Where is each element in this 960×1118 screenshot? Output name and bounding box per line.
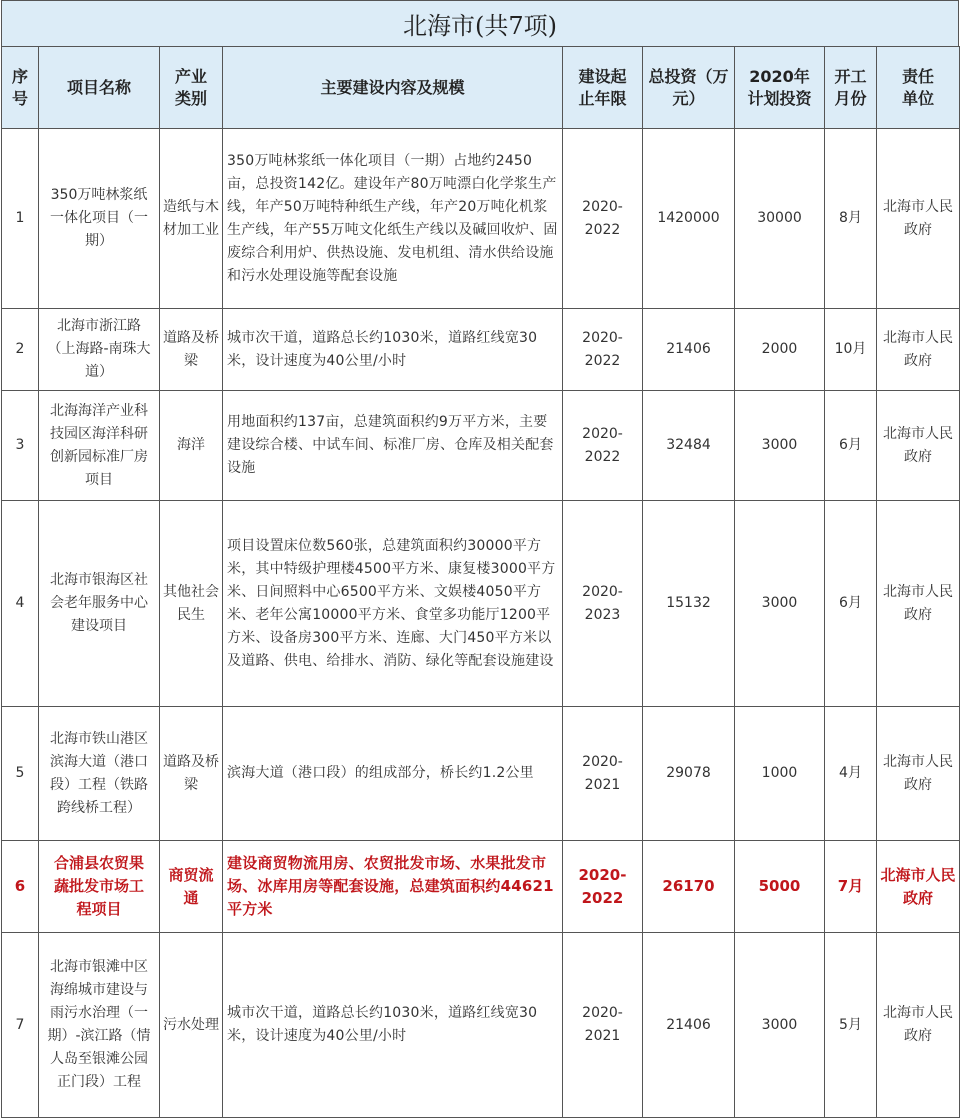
table-row: [2, 391, 960, 501]
project-table: [1, 46, 960, 1118]
cell-unit: 北海市人民政府: [877, 707, 960, 841]
cell-name: 北海市铁山港区滨海大道（港口段）工程（铁路跨线桥工程）: [39, 707, 160, 841]
header-content: 主要建设内容及规模: [223, 47, 563, 129]
cell-period: 2020-2022: [563, 309, 643, 391]
cell-name: 350万吨林浆纸一体化项目（一期）: [39, 129, 160, 309]
cell-invest: 26170: [643, 841, 735, 933]
cell-name: 北海市银滩中区海绵城市建设与雨污水治理（一期）-滨江路（情人岛至银滩公园正门段）工程: [39, 933, 160, 1118]
cell-type: 海洋: [160, 391, 223, 501]
cell-unit: 北海市人民政府: [877, 501, 960, 707]
cell-invest: 29078: [643, 707, 735, 841]
cell-invest: 15132: [643, 501, 735, 707]
cell-month: 6月: [825, 501, 877, 707]
cell-seq: 5: [2, 707, 39, 841]
cell-content: 项目设置床位数560张，总建筑面积约30000平方米，其中特级护理楼4500平方米、康复楼3000平方米、日间照料中心6500平方米、文娱楼4050平方米、老年公寓10000平方米、食堂多功能厅1200平方米、设备房300平方米、连廊、大门450平方米以及道路、供电、给排水、消防、绿化等配套设施建设: [223, 501, 563, 707]
header-type: 产业类别: [160, 47, 223, 129]
cell-type: 造纸与木材加工业: [160, 129, 223, 309]
cell-plan: 30000: [735, 129, 825, 309]
cell-unit: 北海市人民政府: [877, 933, 960, 1118]
header-period: 建设起止年限: [563, 47, 643, 129]
cell-invest: 21406: [643, 933, 735, 1118]
cell-seq: 3: [2, 391, 39, 501]
cell-period: 2020-2021: [563, 707, 643, 841]
cell-name: 北海市浙江路（上海路-南珠大道）: [39, 309, 160, 391]
cell-name: 北海市银海区社会老年服务中心建设项目: [39, 501, 160, 707]
cell-unit: 北海市人民政府: [877, 841, 960, 933]
table-row: [2, 707, 960, 841]
cell-name: 北海海洋产业科技园区海洋科研创新园标准厂房项目: [39, 391, 160, 501]
header-row: [2, 47, 960, 129]
cell-period: 2020-2022: [563, 841, 643, 933]
header-seq: 序号: [2, 47, 39, 129]
table-title: 北海市(共7项): [1, 0, 959, 46]
cell-content: 滨海大道（港口段）的组成部分，桥长约1.2公里: [223, 707, 563, 841]
cell-plan: 3000: [735, 391, 825, 501]
cell-content: 用地面积约137亩，总建筑面积约9万平方米，主要建设综合楼、中试车间、标准厂房、仓库及相关配套设施: [223, 391, 563, 501]
header-unit: 责任单位: [877, 47, 960, 129]
cell-plan: 2000: [735, 309, 825, 391]
cell-seq: 7: [2, 933, 39, 1118]
header-plan: 2020年计划投资: [735, 47, 825, 129]
table-row: [2, 501, 960, 707]
header-month: 开工月份: [825, 47, 877, 129]
header-name: 项目名称: [39, 47, 160, 129]
cell-period: 2020-2022: [563, 129, 643, 309]
cell-period: 2020-2022: [563, 391, 643, 501]
cell-plan: 1000: [735, 707, 825, 841]
cell-period: 2020-2023: [563, 501, 643, 707]
cell-seq: 4: [2, 501, 39, 707]
cell-content: 城市次干道，道路总长约1030米，道路红线宽30米，设计速度为40公里/小时: [223, 309, 563, 391]
table-row: [2, 933, 960, 1118]
cell-type: 其他社会民生: [160, 501, 223, 707]
cell-content: 建设商贸物流用房、农贸批发市场、水果批发市场、冰库用房等配套设施，总建筑面积约44621平方米: [223, 841, 563, 933]
table-row: [2, 129, 960, 309]
cell-seq: 2: [2, 309, 39, 391]
cell-month: 5月: [825, 933, 877, 1118]
cell-month: 7月: [825, 841, 877, 933]
table-row: [2, 309, 960, 391]
cell-unit: 北海市人民政府: [877, 391, 960, 501]
cell-month: 10月: [825, 309, 877, 391]
cell-month: 6月: [825, 391, 877, 501]
cell-month: 8月: [825, 129, 877, 309]
cell-plan: 5000: [735, 841, 825, 933]
cell-seq: 6: [2, 841, 39, 933]
cell-invest: 1420000: [643, 129, 735, 309]
cell-type: 道路及桥梁: [160, 309, 223, 391]
cell-name: 合浦县农贸果蔬批发市场工程项目: [39, 841, 160, 933]
cell-unit: 北海市人民政府: [877, 309, 960, 391]
cell-invest: 21406: [643, 309, 735, 391]
cell-plan: 3000: [735, 933, 825, 1118]
table-row-highlighted: [2, 841, 960, 933]
cell-plan: 3000: [735, 501, 825, 707]
cell-content: 350万吨林浆纸一体化项目（一期）占地约2450亩，总投资142亿。建设年产80万吨漂白化学浆生产线，年产50万吨特种纸生产线，年产20万吨化机浆生产线，年产55万吨文化纸生产线以及碱回收炉、固废综合利用炉、供热设施、发电机组、清水供给设施和污水处理设施等配套设施: [223, 129, 563, 309]
cell-content: 城市次干道，道路总长约1030米，道路红线宽30米，设计速度为40公里/小时: [223, 933, 563, 1118]
cell-seq: 1: [2, 129, 39, 309]
cell-month: 4月: [825, 707, 877, 841]
cell-type: 商贸流通: [160, 841, 223, 933]
cell-invest: 32484: [643, 391, 735, 501]
cell-period: 2020-2021: [563, 933, 643, 1118]
header-invest: 总投资（万元）: [643, 47, 735, 129]
cell-unit: 北海市人民政府: [877, 129, 960, 309]
project-table-sheet: [1, 0, 959, 1118]
cell-type: 污水处理: [160, 933, 223, 1118]
cell-type: 道路及桥梁: [160, 707, 223, 841]
